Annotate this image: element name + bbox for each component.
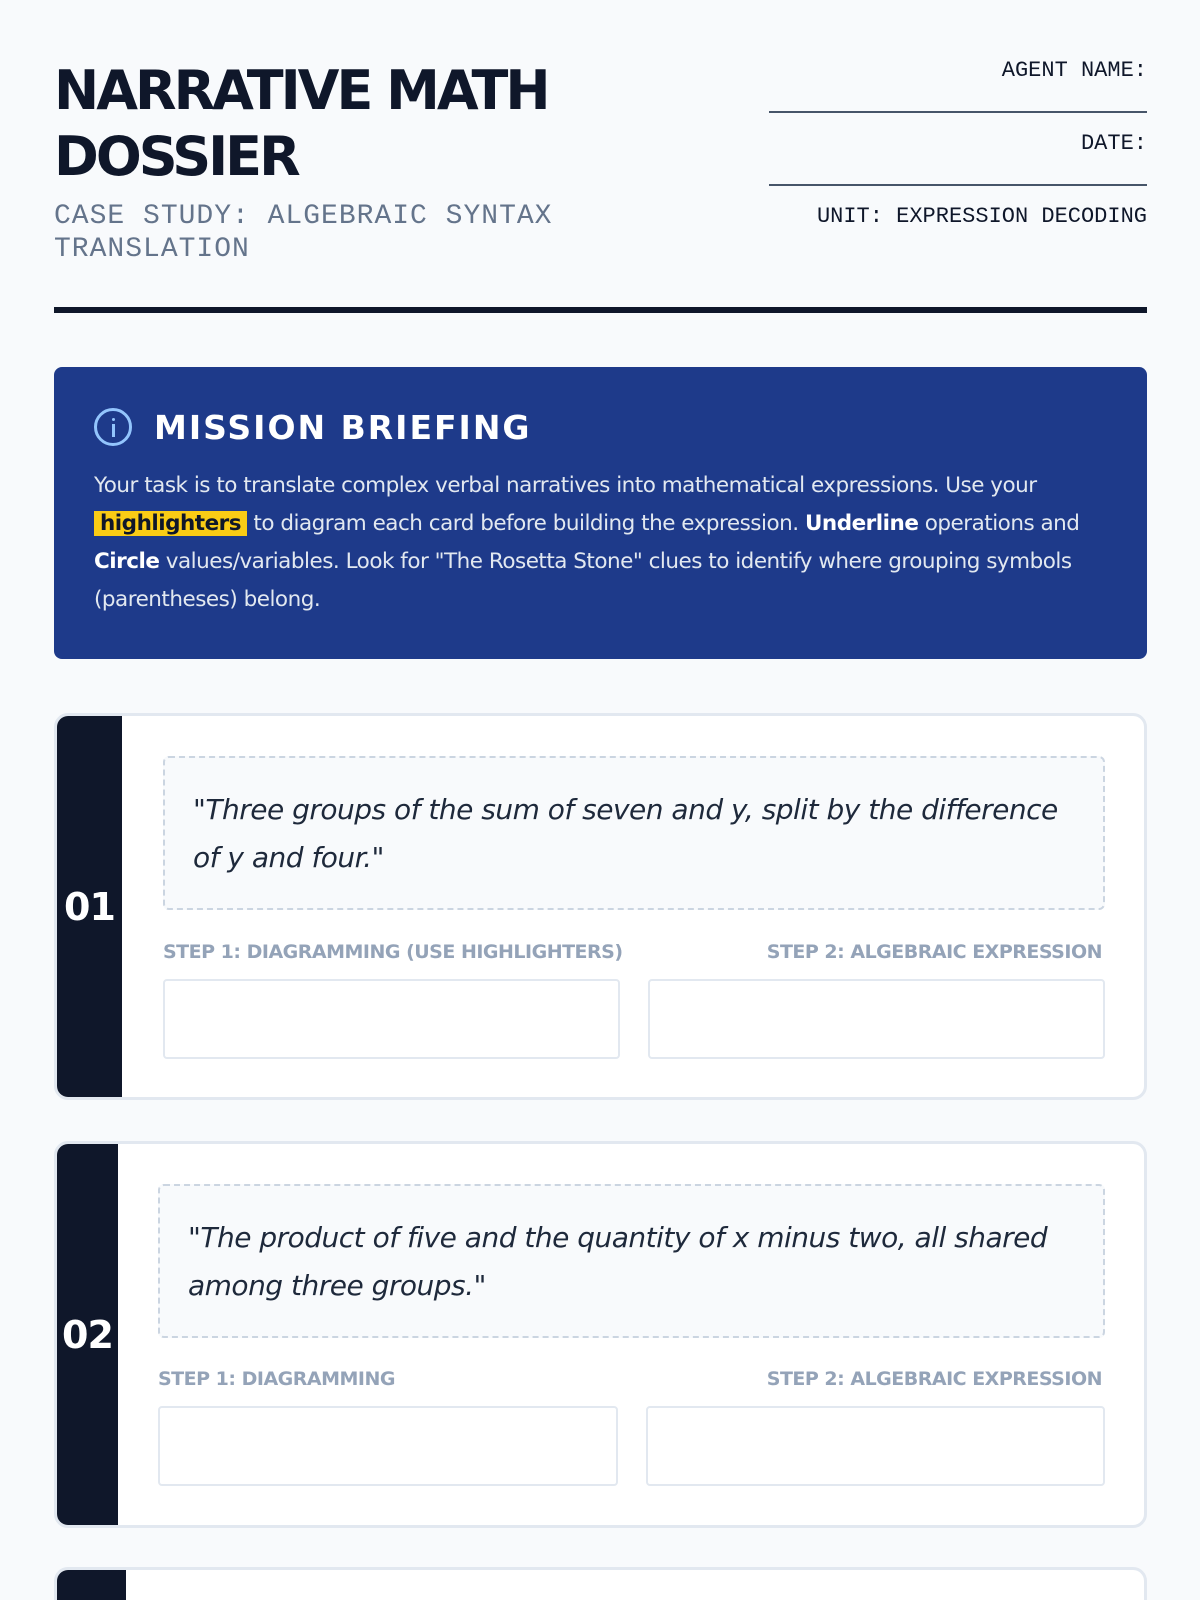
briefing-header (94, 407, 1107, 447)
step1-label: STEP 1: DIAGRAMMING (USE HIGHLIGHTERS) (163, 941, 623, 963)
agent-name-field[interactable] (769, 58, 1147, 131)
date-field[interactable] (769, 131, 1147, 204)
diagramming-box[interactable] (163, 979, 620, 1059)
agent-name-line[interactable] (769, 111, 1147, 113)
problem-quote: "The product of five and the quantity of x minus two, all shared among three groups." (158, 1184, 1105, 1338)
briefing-text (94, 467, 1107, 619)
problem-quote: "Three groups of the sum of seven and y, split by the difference of y and four." (163, 756, 1105, 910)
page-subtitle: CASE STUDY: ALGEBRAIC SYNTAX TRANSLATION (54, 201, 553, 265)
underline-keyword: Underline (804, 511, 919, 536)
expression-box[interactable] (648, 979, 1105, 1059)
expression-box[interactable] (646, 1406, 1105, 1486)
page-title: NARRATIVE MATH DOSSIER (54, 59, 548, 188)
briefing-text-part: operations and (918, 511, 1080, 536)
briefing-text-part: Your task is to translate complex verbal narratives into mathematical expressions. Use your (94, 473, 1037, 498)
highlighters-highlight: highlighters (94, 511, 247, 536)
agent-info (769, 58, 1147, 230)
card-number: 02 (57, 1144, 118, 1525)
step2-label: STEP 2: ALGEBRAIC EXPRESSION (766, 1368, 1102, 1390)
step2-label: STEP 2: ALGEBRAIC EXPRESSION (766, 941, 1102, 963)
mission-briefing (54, 367, 1147, 659)
step1-label: STEP 1: DIAGRAMMING (158, 1368, 395, 1390)
card-number (57, 1570, 126, 1600)
problem-card (54, 1141, 1147, 1528)
date-line[interactable] (769, 184, 1147, 186)
date-label: DATE: (1080, 131, 1147, 156)
agent-name-label: AGENT NAME: (1001, 58, 1147, 83)
problem-card (54, 1567, 1147, 1600)
dossier-header (54, 58, 1147, 314)
problem-card (54, 713, 1147, 1100)
card-number: 01 (57, 716, 122, 1097)
briefing-text-part: values/variables. Look for "The Rosetta Stone" clues to identify where grouping symbols (parentheses) belong. (94, 549, 1072, 612)
briefing-title: MISSION BRIEFING (154, 407, 532, 447)
info-icon (94, 408, 132, 446)
diagramming-box[interactable] (158, 1406, 618, 1486)
header-divider (54, 307, 1147, 313)
briefing-text-part: to diagram each card before building the expression. (247, 511, 805, 536)
unit-label: UNIT: EXPRESSION DECODING (816, 204, 1147, 229)
circle-keyword: Circle (94, 549, 160, 574)
